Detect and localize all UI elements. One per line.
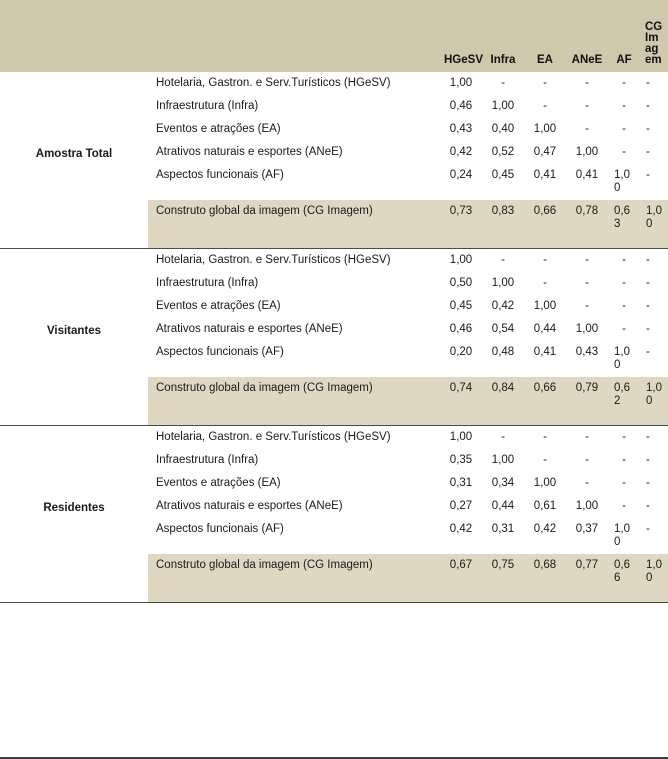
- cell-value: 0,66: [524, 200, 566, 236]
- cell-value: 0,84: [482, 377, 524, 413]
- cell-value: 0,66: [524, 377, 566, 413]
- cell-value: -: [640, 95, 668, 118]
- cell-value: -: [640, 518, 668, 554]
- cell-value: -: [566, 272, 608, 295]
- cell-value: 0,31: [440, 472, 482, 495]
- row-label: Eventos e atrações (EA): [148, 295, 440, 318]
- cell-value: 0,77: [566, 554, 608, 590]
- spacer-cell: [608, 413, 640, 426]
- cell-value: 0,50: [440, 272, 482, 295]
- cell-value: -: [640, 449, 668, 472]
- spacer-cell: [640, 236, 668, 249]
- cell-value: -: [566, 72, 608, 95]
- group-label-amostra-total: Amostra Total: [0, 72, 148, 236]
- group-label-visitantes: Visitantes: [0, 249, 148, 414]
- cell-value: -: [640, 164, 668, 200]
- row-label: Eventos e atrações (EA): [148, 118, 440, 141]
- header-anee: ANeE: [566, 0, 608, 72]
- cell-value: -: [608, 272, 640, 295]
- header-label-blank: [148, 0, 440, 72]
- cell-value: -: [608, 295, 640, 318]
- cell-value: -: [608, 118, 640, 141]
- spacer-cell: [482, 413, 524, 426]
- cell-value: 0,42: [524, 518, 566, 554]
- cell-value: 1,00: [566, 318, 608, 341]
- spacer-cell: [0, 413, 148, 426]
- cell-value: 1,00: [440, 249, 482, 273]
- cell-value: -: [640, 472, 668, 495]
- cell-value: -: [482, 426, 524, 450]
- cell-value: -: [640, 341, 668, 377]
- row-label: Atrativos naturais e esportes (ANeE): [148, 141, 440, 164]
- cell-value: -: [608, 72, 640, 95]
- cell-value: 1,00: [482, 449, 524, 472]
- table-row: [0, 249, 668, 273]
- spacer-cell: [440, 413, 482, 426]
- cell-value: -: [608, 495, 640, 518]
- spacer-cell: [608, 236, 640, 249]
- cell-value: 1,00: [640, 554, 668, 590]
- row-label: Construto global da imagem (CG Imagem): [148, 200, 440, 236]
- row-label: Hotelaria, Gastron. e Serv.Turísticos (HGeSV): [148, 72, 440, 95]
- cell-value: 0,20: [440, 341, 482, 377]
- cell-value: 1,00: [640, 377, 668, 413]
- spacer-cell: [524, 590, 566, 603]
- cell-value: -: [566, 295, 608, 318]
- cell-value: -: [524, 72, 566, 95]
- row-label: Aspectos funcionais (AF): [148, 164, 440, 200]
- cell-value: 0,68: [524, 554, 566, 590]
- cell-value: -: [524, 449, 566, 472]
- cell-value: 0,41: [524, 341, 566, 377]
- spacer-cell: [148, 590, 440, 603]
- cell-value: -: [524, 426, 566, 450]
- group-spacer: [0, 413, 668, 426]
- row-label: Infraestrutura (Infra): [148, 449, 440, 472]
- cell-value: 0,75: [482, 554, 524, 590]
- cell-value: -: [566, 426, 608, 450]
- header-row: [0, 0, 668, 72]
- cell-value: -: [640, 118, 668, 141]
- row-label: Hotelaria, Gastron. e Serv.Turísticos (HGeSV): [148, 426, 440, 450]
- row-label: Infraestrutura (Infra): [148, 272, 440, 295]
- row-label: Aspectos funcionais (AF): [148, 341, 440, 377]
- cell-value: 0,24: [440, 164, 482, 200]
- cell-value: -: [608, 141, 640, 164]
- cell-value: 1,00: [482, 272, 524, 295]
- cell-value: 0,63: [608, 200, 640, 236]
- cell-value: 0,41: [524, 164, 566, 200]
- header-ea: EA: [524, 0, 566, 72]
- cell-value: 0,42: [482, 295, 524, 318]
- cell-value: 0,43: [440, 118, 482, 141]
- cell-value: 1,00: [524, 118, 566, 141]
- spacer-cell: [524, 236, 566, 249]
- cell-value: 0,74: [440, 377, 482, 413]
- cell-value: 0,44: [482, 495, 524, 518]
- cell-value: 0,45: [482, 164, 524, 200]
- spacer-cell: [566, 590, 608, 603]
- cell-value: 0,40: [482, 118, 524, 141]
- cell-value: 0,37: [566, 518, 608, 554]
- cell-value: 1,00: [524, 472, 566, 495]
- row-label: Infraestrutura (Infra): [148, 95, 440, 118]
- cell-value: 1,00: [440, 72, 482, 95]
- row-label: Construto global da imagem (CG Imagem): [148, 554, 440, 590]
- row-label: Hotelaria, Gastron. e Serv.Turísticos (HGeSV): [148, 249, 440, 273]
- spacer-cell: [608, 590, 640, 603]
- cell-value: 0,41: [566, 164, 608, 200]
- spacer-cell: [566, 236, 608, 249]
- header-af: AF: [608, 0, 640, 72]
- spacer-cell: [0, 236, 148, 249]
- row-label: Eventos e atrações (EA): [148, 472, 440, 495]
- cell-value: 0,31: [482, 518, 524, 554]
- row-label: Atrativos naturais e esportes (ANeE): [148, 318, 440, 341]
- cell-value: 0,78: [566, 200, 608, 236]
- cell-value: -: [640, 295, 668, 318]
- cell-value: 0,35: [440, 449, 482, 472]
- cell-value: -: [640, 72, 668, 95]
- cell-value: 0,47: [524, 141, 566, 164]
- header-infra: Infra: [482, 0, 524, 72]
- spacer-cell: [0, 590, 148, 603]
- cell-value: -: [640, 318, 668, 341]
- cell-value: 0,79: [566, 377, 608, 413]
- cell-value: 0,43: [566, 341, 608, 377]
- table-row: [0, 426, 668, 450]
- spacer-cell: [482, 236, 524, 249]
- cell-value: -: [608, 249, 640, 273]
- cell-value: -: [566, 249, 608, 273]
- cell-value: -: [608, 449, 640, 472]
- cell-value: 1,00: [608, 341, 640, 377]
- spacer-cell: [640, 413, 668, 426]
- cell-value: 1,00: [608, 164, 640, 200]
- cell-value: -: [566, 472, 608, 495]
- cell-value: 0,27: [440, 495, 482, 518]
- cell-value: 0,61: [524, 495, 566, 518]
- spacer-cell: [566, 413, 608, 426]
- cell-value: 0,46: [440, 95, 482, 118]
- cell-value: -: [608, 318, 640, 341]
- cell-value: 0,46: [440, 318, 482, 341]
- cell-value: -: [608, 472, 640, 495]
- spacer-cell: [524, 413, 566, 426]
- cell-value: 0,34: [482, 472, 524, 495]
- cell-value: -: [482, 249, 524, 273]
- cell-value: -: [524, 95, 566, 118]
- cell-value: 1,00: [566, 141, 608, 164]
- group-label-residentes: Residentes: [0, 426, 148, 591]
- header-hgesv: HGeSV: [440, 0, 482, 72]
- cell-value: 0,83: [482, 200, 524, 236]
- group-spacer: [0, 236, 668, 249]
- spacer-cell: [148, 413, 440, 426]
- cell-value: -: [640, 426, 668, 450]
- cell-value: 0,42: [440, 518, 482, 554]
- spacer-cell: [640, 590, 668, 603]
- cell-value: 0,42: [440, 141, 482, 164]
- group-spacer: [0, 590, 668, 603]
- cell-value: 1,00: [524, 295, 566, 318]
- table-row: [0, 72, 668, 95]
- cell-value: -: [640, 272, 668, 295]
- cell-value: 0,52: [482, 141, 524, 164]
- cell-value: 1,00: [608, 518, 640, 554]
- cell-value: -: [482, 72, 524, 95]
- header-cg-imagem: CG Imagem: [640, 0, 668, 72]
- table-header: [0, 0, 668, 72]
- cell-value: -: [640, 495, 668, 518]
- cell-value: -: [524, 272, 566, 295]
- cell-value: 1,00: [440, 426, 482, 450]
- bottom-separator-row: [0, 603, 668, 608]
- cell-value: -: [608, 95, 640, 118]
- cell-value: -: [566, 118, 608, 141]
- cell-value: 0,45: [440, 295, 482, 318]
- cell-value: -: [640, 141, 668, 164]
- bottom-separator-cell: [0, 603, 668, 608]
- cell-value: 0,66: [608, 554, 640, 590]
- spacer-cell: [482, 590, 524, 603]
- spacer-cell: [440, 590, 482, 603]
- spacer-cell: [440, 236, 482, 249]
- cell-value: 0,67: [440, 554, 482, 590]
- cell-value: 0,54: [482, 318, 524, 341]
- cell-value: -: [566, 95, 608, 118]
- header-group-blank: [0, 0, 148, 72]
- cell-value: -: [640, 249, 668, 273]
- row-label: Atrativos naturais e esportes (ANeE): [148, 495, 440, 518]
- cell-value: -: [608, 426, 640, 450]
- cell-value: 0,44: [524, 318, 566, 341]
- cell-value: 1,00: [566, 495, 608, 518]
- cell-value: -: [524, 249, 566, 273]
- row-label: Construto global da imagem (CG Imagem): [148, 377, 440, 413]
- cell-value: -: [566, 449, 608, 472]
- cell-value: 0,73: [440, 200, 482, 236]
- cell-value: 1,00: [640, 200, 668, 236]
- table-body: [0, 72, 668, 607]
- cell-value: 0,62: [608, 377, 640, 413]
- row-label: Aspectos funcionais (AF): [148, 518, 440, 554]
- cell-value: 0,48: [482, 341, 524, 377]
- cell-value: 1,00: [482, 95, 524, 118]
- spacer-cell: [148, 236, 440, 249]
